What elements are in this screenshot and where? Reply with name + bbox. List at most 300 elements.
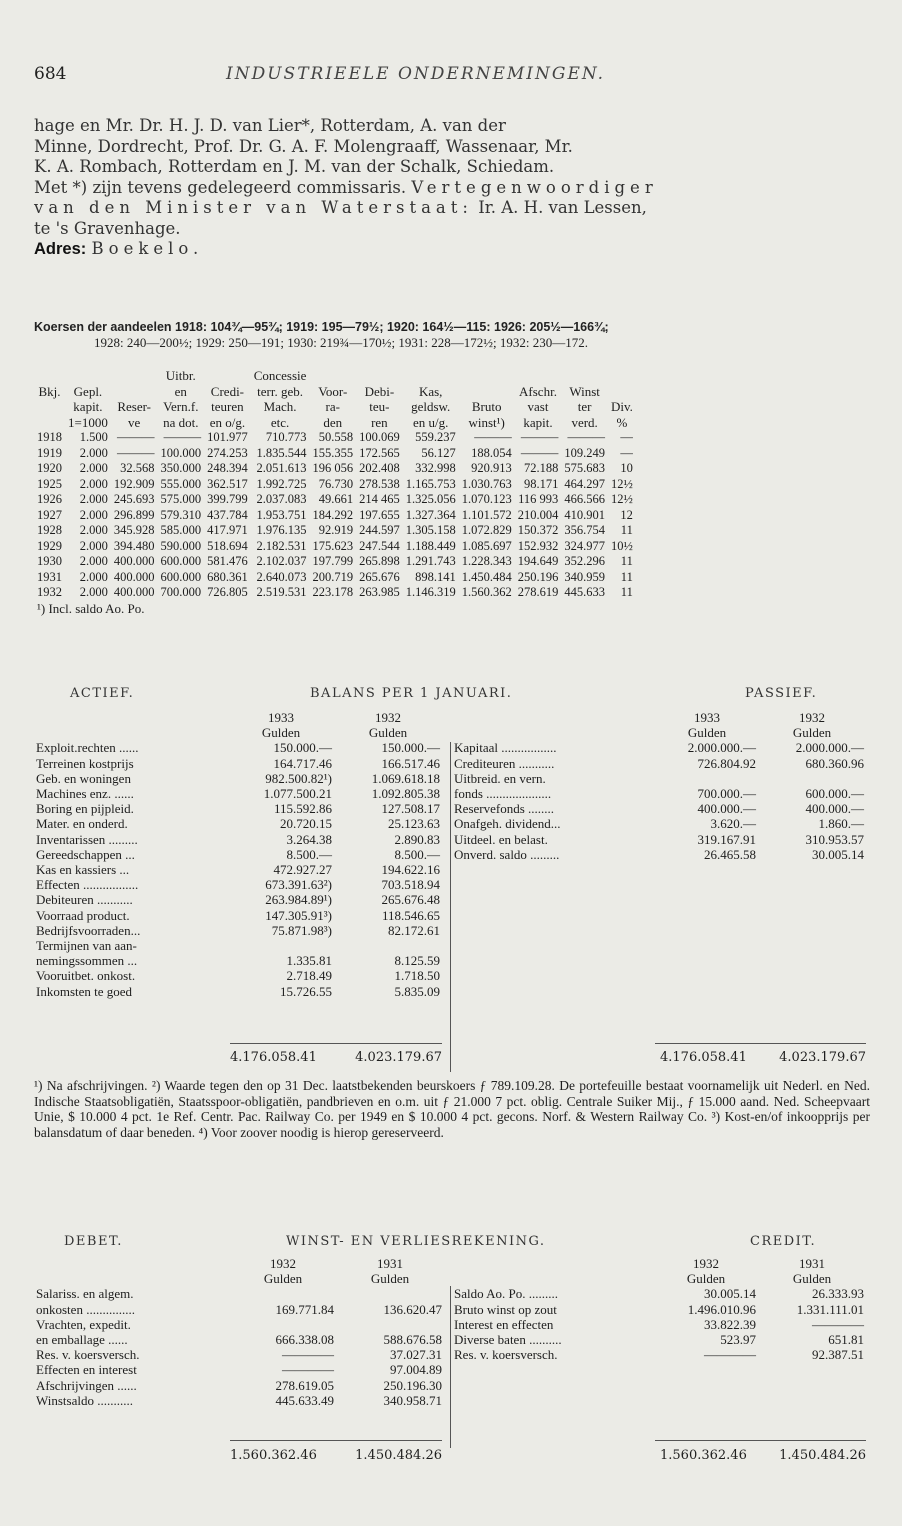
history-header-cell: Bruto [471,399,502,414]
history-cell: 98.171 [523,476,559,491]
total-value: 4.176.058.41 [660,1050,747,1065]
history-year: 1926 [37,492,62,506]
history-header-cell [34,368,65,384]
history-header-cell: Reser- [117,399,151,414]
history-header-cell: verd. [571,414,598,430]
ledger-value: 1.092.805.38 [371,786,440,802]
history-header-cell: en o/g. [209,414,246,430]
history-year: 1920 [37,461,62,475]
history-cell: 1.976.135 [256,523,307,537]
ledger-label: Effecten ................. [36,877,139,893]
ledger-row [34,1347,444,1362]
history-header-cell [34,415,65,431]
ledger-label: Inventarissen ......... [36,831,138,847]
ledger-value: 3.264.38 [286,831,332,847]
intro-line: hage en Mr. Dr. H. J. D. van Lier*, Rotterdam, A. van der [34,116,506,135]
history-cell: 10 [620,461,633,475]
ledger-row [34,1393,444,1408]
ledger-row [34,786,442,801]
history-cell: 600.000 [160,554,202,568]
ledger-row [452,1332,866,1347]
history-header-cell: etc. [270,414,290,430]
balans-passief-totals [660,1050,866,1065]
ledger-row [34,740,442,755]
ledger-value: 982.500.82¹) [265,770,332,786]
ledger-row [452,847,866,862]
ledger-value: ———— [282,1362,334,1378]
intro-text [34,116,870,260]
ledger-value: 194.622.16 [381,862,440,878]
ledger-value [230,1317,336,1332]
history-cell: 680.361 [207,569,248,584]
ledger-value: 33.822.39 [704,1316,756,1332]
history-header-row [34,415,636,431]
ledger-label: Kas en kassiers ... [36,862,130,878]
history-cell: 400.000 [113,554,155,568]
history-cell: 2.037.083 [256,492,307,506]
ledger-value: ———— [282,1347,334,1363]
balans-notes [34,1078,870,1140]
history-cell: 1.560.362 [461,585,512,599]
history-cell: 2.000 [79,554,108,568]
history-cell: 49.661 [318,492,354,506]
ledger-value [334,938,442,953]
ledger-row [34,984,442,999]
ledger-value: 2.718.49 [286,968,332,984]
history-cell: 585.000 [160,523,202,537]
ledger-label: Mater. en onderd. [36,816,128,832]
ledger-label: Reservefonds ........ [454,801,555,817]
koersen-line: 1928: 240—200½; 1929: 250—191; 1930: 219¾—170½; 1931: 228—172½; 1932: 230—172. [94,335,589,350]
total-value: 4.176.058.41 [230,1050,317,1065]
history-cell: 200.719 [312,569,354,584]
history-cell: 265.898 [359,554,400,568]
history-cell: 109.249 [564,445,605,460]
history-cell: 197.655 [359,507,400,522]
history-cell: 223.178 [312,585,354,599]
ledger-value: 8.125.59 [394,953,440,969]
history-cell: 437.784 [207,507,248,522]
history-cell: 2.000 [79,492,108,506]
history-year: 1925 [37,476,62,491]
ledger-value: 263.984.89¹) [265,892,332,908]
ledger-value: 1.069.618.18 [371,770,440,786]
unit-header: Gulden [687,725,727,741]
ledger-value: 250.196.30 [383,1377,442,1393]
history-cell: 1.070.123 [461,492,512,506]
history-header-cell: na dot. [163,414,199,430]
history-cell: 600.000 [160,569,202,584]
history-header-cell: en [174,383,187,399]
history-cell: 352.296 [564,554,605,568]
history-cell: 1.450.484 [461,569,512,584]
history-cell: 466.566 [564,492,605,506]
ledger-value: 472.927.27 [273,862,332,878]
ledger-value: 1.860.— [818,816,864,832]
history-row [34,461,636,477]
history-header-cell [459,368,515,384]
history-header-cell [561,368,608,384]
history-row [34,523,636,539]
unit-header: Gulden [261,725,301,741]
ledger-label: Exploit.rechten ...... [36,740,139,756]
ledger-value: ———— [812,1316,864,1332]
history-header-cell: Vern.f. [163,399,199,414]
balans-right-title: PASSIEF. [745,686,818,701]
ledger-label: fonds .................... [454,786,552,802]
history-cell: 555.000 [160,476,202,491]
history-cell: 2.000 [79,461,108,475]
history-footnote: ¹) Incl. saldo Ao. Po. [37,600,145,616]
year-header: 1931 [377,1256,403,1271]
ledger-row [34,1286,444,1301]
ledger-value [656,771,758,786]
history-header-cell: terr. geb. [257,383,303,399]
ledger-label: Afschrijvingen ...... [36,1377,137,1393]
history-cell: 417.971 [207,523,248,537]
history-cell: 362.517 [207,476,248,491]
unit-header: Gulden [792,1271,832,1287]
ledger-value [336,1317,444,1332]
ledger-row [34,771,442,786]
history-cell: 101.977 [207,430,248,444]
total-value: 1.560.362.46 [660,1448,747,1463]
ledger-row [34,832,442,847]
history-cell: 263.985 [359,585,400,599]
history-cell: ——— [567,430,605,444]
ledger-value: 169.771.84 [275,1301,334,1317]
intro-line-part: Ir. A. H. van Lessen, [478,198,647,217]
intro-line [34,198,870,219]
ledger-value: 400.000.— [697,801,756,817]
year-header: 1932 [799,710,825,725]
ledger-label: Debiteuren ........... [36,892,133,908]
history-cell: 1.030.763 [461,476,512,491]
year-header: 1932 [693,1256,719,1271]
history-cell: 11 [620,585,633,599]
history-cell: 518.694 [207,538,248,553]
history-header-cell: en u/g. [412,414,449,430]
history-cell: 575.683 [564,461,605,475]
ledger-label: Salariss. en algem. [36,1286,134,1302]
ledger-label: Diverse baten .......... [454,1332,562,1348]
balans-total-rule-left [230,1043,442,1044]
history-cell: 2.000 [79,476,108,491]
year-header: 1932 [375,710,401,725]
ledger-value [228,938,334,953]
history-cell: 188.054 [471,445,512,460]
history-cell: 1.953.751 [256,507,307,522]
ledger-row [34,877,442,892]
history-cell: 72.188 [523,461,559,475]
history-cell: 214 465 [359,492,400,506]
ledger-label: Vrachten, expedit. [36,1316,131,1332]
history-cell: 202.408 [359,461,400,475]
winst-total-rule-left [230,1440,442,1441]
ledger-value: 118.546.65 [381,907,440,923]
history-header-cell: Voor- [318,383,348,399]
history-cell: 1.992.725 [256,476,307,491]
intro-line [34,178,870,199]
balans-left-title: ACTIEF. [70,686,135,701]
ledger-value: 127.508.17 [381,801,440,817]
adres-label: Adres: [34,240,87,258]
ledger-value: 666.338.08 [275,1332,334,1348]
history-cell: 50.558 [318,430,354,444]
ledger-label: Boring en pijpleid. [36,801,134,817]
history-cell: 2.102.037 [256,554,307,568]
history-header-cell: vast [527,399,549,414]
history-cell: 76.730 [318,476,354,491]
ledger-value: 37.027.31 [390,1347,442,1363]
balans-actief-totals [230,1050,442,1065]
ledger-label: en emballage ...... [36,1332,128,1348]
ledger-row [452,756,866,771]
winst-divider [450,1286,451,1448]
ledger-label: Res. v. koersversch. [36,1347,140,1363]
ledger-value: 340.958.71 [383,1392,442,1408]
history-cell: 11 [620,554,633,568]
ledger-value: 15.726.55 [280,983,332,999]
history-cell: 1.188.449 [405,538,456,553]
history-cell: 10½ [610,538,633,553]
history-header-cell: teuren [211,399,244,414]
ledger-value: 115.592.86 [273,801,332,817]
ledger-value: 5.835.09 [394,983,440,999]
unit-header: Gulden [368,725,408,741]
ledger-value: 26.333.93 [812,1286,864,1302]
history-header-cell [403,368,459,384]
history-cell: 12½ [610,492,633,506]
history-header-cell: winst¹) [468,414,505,430]
history-cell: 210.004 [517,507,559,522]
history-cell: 274.253 [207,445,248,460]
history-cell: 1.327.364 [405,507,456,522]
ledger-label: Onverd. saldo ......... [454,846,560,862]
history-header-row [34,368,636,384]
history-header-cell: ren [371,414,388,430]
winst-debet-totals [230,1448,442,1463]
history-cell: 245.693 [113,492,155,506]
adres-value: Boekelo. [91,239,204,258]
history-header-cell [204,368,251,384]
history-cell: 192.909 [113,476,155,491]
ledger-row [34,1362,444,1377]
history-header-row [34,384,636,400]
koersen-block [34,320,874,350]
history-header-cell: Uitbr. [165,368,196,383]
history-cell: 250.196 [517,569,559,584]
history-cell: 920.913 [471,461,512,475]
balans-actief-table [34,710,442,999]
ledger-label: Machines enz. ...... [36,786,134,802]
history-cell: 247.544 [359,538,400,553]
history-header-cell: kapit. [523,414,553,430]
history-cell: 399.799 [207,492,248,506]
history-header-cell: teu- [369,399,390,414]
history-cell: 445.633 [564,585,605,599]
total-value: 1.450.484.26 [779,1448,866,1463]
history-cell: 356.754 [564,523,605,537]
ledger-value: 265.676.48 [381,892,440,908]
ledger-row [452,1347,866,1362]
ledger-row [34,953,442,968]
history-row [34,508,636,524]
history-footnote-row [34,601,636,617]
history-cell: 11 [620,569,633,584]
history-row [34,585,636,601]
history-cell: 2.000 [79,569,108,584]
intro-line: te 's Gravenhage. [34,218,181,238]
notes-text: ¹) Na afschrijvingen. ²) Waarde tegen den op 31 Dec. laatstbekenden beurskoers ƒ 789.109.28. De portefeuille bestaat voornamelijk uit Nederl. en Ned. Indische Staatsobligatiën, Staatsspoor-obligatiën, pandbrieven en o.m. uit ƒ 21.000 7 pct. oblig. Centrale Suiker Mij., ƒ 15.000 aand. Ned. Scheepvaart Unie, $ 10.000 4 pct. 1e Ref. Centr. Pac. Railway Co. per 1949 en $ 10.000 4 pct. gecons. Norf. & Western Railway Co. ³) Kost-en/of inkoopprijs per balansdatum of daar beneden. ⁴) Voor zoover noodig is hierop gereserveerd. [34,1078,870,1140]
history-header-cell [608,384,636,400]
balans-passief-table [452,710,866,862]
history-cell: 575.000 [160,492,202,506]
history-cell: 2.000 [79,538,108,553]
history-table [34,368,636,616]
total-value: 1.560.362.46 [230,1448,317,1463]
history-cell: — [620,445,633,460]
ledger-row [452,816,866,831]
ledger-row [34,892,442,907]
minister-label: van den Minister van Waterstaat: [34,198,473,217]
history-cell: 2.051.613 [256,461,307,475]
ledger-value: 2.000.000.— [795,740,864,756]
winst-center-title: WINST- EN VERLIESREKENING. [286,1234,546,1249]
history-cell: 196 056 [312,461,354,475]
ledger-row [34,968,442,983]
unit-header: Gulden [263,1271,303,1287]
history-header-cell: Concessie [253,368,307,383]
ledger-row [34,1332,444,1347]
ledger-value: 445.633.49 [275,1392,334,1408]
history-cell: ——— [520,445,559,460]
history-header-cell: Debi- [364,383,395,399]
ledger-value: 166.517.46 [381,755,440,771]
ledger-value [336,1286,444,1301]
ledger-row [34,756,442,771]
history-header-cell: ter [577,399,592,414]
history-year: 1932 [37,585,62,599]
ledger-value: 1.077.500.21 [263,786,332,802]
history-cell: 345.928 [113,523,155,537]
unit-header: Gulden [792,725,832,741]
ledger-row [34,1317,444,1332]
ledger-value: 20.720.15 [280,816,332,832]
ledger-value: 278.619.05 [275,1377,334,1393]
ledger-row [452,1286,866,1301]
winst-credit-table [452,1256,866,1362]
ledger-label: Terreinen kostprijs [36,755,134,771]
ledger-value: 700.000.— [697,786,756,802]
history-header-row [34,399,636,415]
ledger-row [452,771,866,786]
ledger-row [34,847,442,862]
history-cell: 32.568 [120,461,155,475]
winst-left-title: DEBET. [64,1234,123,1249]
ledger-value: 8.500.— [394,846,440,862]
ledger-row [34,862,442,877]
history-header-cell [459,384,515,400]
history-cell: 248.394 [207,461,248,475]
ledger-value: 2.000.000.— [687,740,756,756]
ledger-value: 400.000.— [805,801,864,817]
history-cell: 2.000 [79,585,108,599]
ledger-value: 92.387.51 [812,1347,864,1363]
unit-header: Gulden [686,1271,726,1287]
history-cell: 726.805 [207,585,248,599]
history-cell: 244.597 [359,523,400,537]
koersen-line: Koersen der aandeelen 1918: 104¾—95¾; 1919: 195—79½; 1920: 164½—115: 1926: 205½—166¾; [34,320,609,334]
history-header-cell [111,384,158,400]
history-cell: 710.773 [265,430,307,444]
history-cell: ——— [116,430,155,444]
winst-total-rule-right [655,1440,866,1441]
history-header-cell [356,368,403,384]
ledger-value: 523.97 [720,1332,756,1348]
ledger-row [452,832,866,847]
winst-right-title: CREDIT. [750,1234,817,1249]
ledger-value: 26.465.58 [704,846,756,862]
history-year: 1927 [37,507,62,522]
page-title: INDUSTRIEELE ONDERNEMINGEN. [226,64,606,84]
ledger-value: 2.890.83 [394,831,440,847]
history-row [34,570,636,586]
history-header-cell: geldsw. [411,399,451,414]
history-header-cell: Winst [569,383,600,399]
ledger-value: 30.005.14 [812,846,864,862]
ledger-value: 1.718.50 [394,968,440,984]
intro-line: Minne, Dordrecht, Prof. Dr. G. A. F. Molengraaff, Wassenaar, Mr. [34,136,573,156]
history-cell: ——— [116,445,155,460]
adres-line [34,239,870,260]
ledger-value: 1.331.111.01 [796,1301,864,1317]
year-header: 1933 [694,710,720,725]
history-row [34,539,636,555]
ledger-value: 97.004.89 [390,1362,442,1378]
history-row [34,477,636,493]
history-header-cell [515,368,562,384]
history-cell: 296.899 [113,507,155,522]
year-header: 1933 [268,710,294,725]
history-header-cell: Div. [610,399,633,414]
history-header-cell: Credi- [210,383,245,399]
history-year: 1930 [37,554,62,568]
history-row [34,446,636,462]
ledger-label: Voorraad product. [36,907,130,923]
history-year: 1929 [37,538,62,553]
history-cell: 2.000 [79,507,108,522]
ledger-value: 673.391.63²) [265,877,332,893]
ledger-label: Winstsaldo ........... [36,1392,133,1408]
unit-header: Gulden [370,1271,410,1287]
history-header-cell: ve [128,414,141,430]
history-cell: 1.146.319 [405,585,456,599]
history-cell: 400.000 [113,569,155,584]
history-cell: 1.085.697 [461,538,512,553]
history-cell: 324.977 [564,538,605,553]
history-cell: 350.000 [160,461,202,475]
balans-total-rule-right [655,1043,866,1044]
history-cell: 184.292 [312,507,354,522]
history-header-cell: kapit. [73,399,103,414]
history-cell: 116 993 [518,492,559,506]
history-header-cell: Kas, [418,383,443,399]
ledger-value: 588.676.58 [383,1332,442,1348]
ledger-row [34,801,442,816]
history-cell: 559.237 [415,430,456,444]
ledger-row [452,801,866,816]
